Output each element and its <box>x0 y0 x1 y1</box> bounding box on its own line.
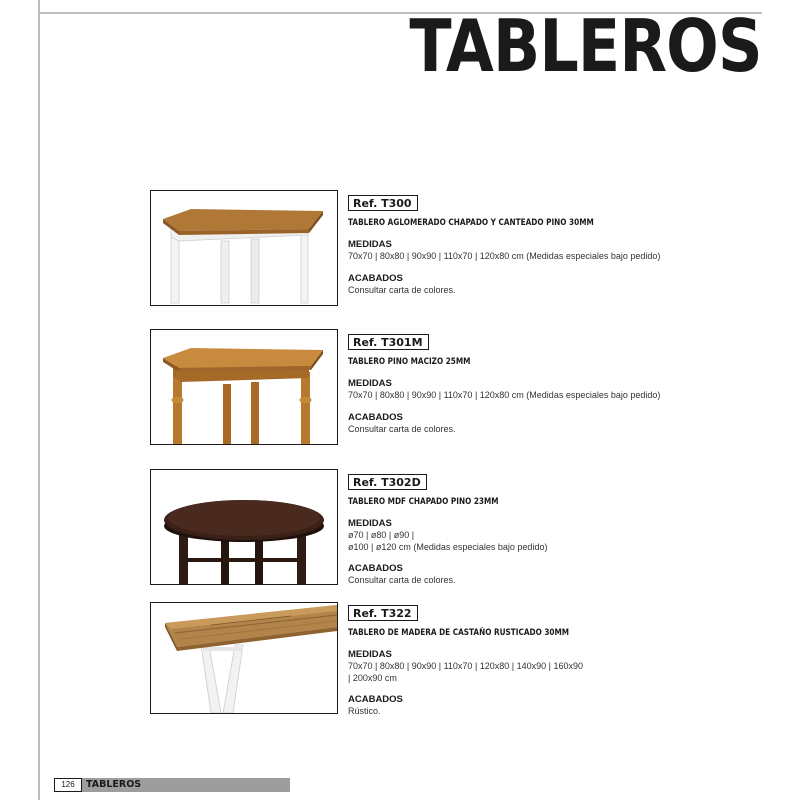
product-ref: Ref. T322 <box>348 605 418 621</box>
page-number: 126 <box>54 778 82 792</box>
product-photo-t301m <box>150 329 338 445</box>
product-description: TABLERO AGLOMERADO CHAPADO Y CANTEADO PINO 30MM <box>348 218 594 228</box>
measures-line: 70x70 | 80x80 | 90x90 | 110x70 | 120x80 | 140x90 | 160x90 <box>348 661 584 671</box>
measures-line: ø100 | ø120 cm (Medidas especiales bajo pedido) <box>348 541 548 552</box>
measures-line: 70x70 | 80x80 | 90x90 | 110x70 | 120x80 cm (Medidas especiales bajo pedido) <box>348 390 661 400</box>
page-title: TABLEROS <box>409 4 762 88</box>
finish-label: ACABADOS <box>348 272 403 284</box>
product-ref: Ref. T302D <box>348 474 427 490</box>
measures-label: MEDIDAS <box>348 378 392 389</box>
product-ref: Ref. T300 <box>348 195 418 211</box>
product-description: TABLERO MDF CHAPADO PINO 23MM <box>348 497 499 507</box>
measures-label: MEDIDAS <box>348 239 392 250</box>
product-description: TABLERO DE MADERA DE CASTAÑO RUSTICADO 30MM <box>348 628 570 638</box>
product-photo-t302d <box>150 469 338 585</box>
measures-line: ø70 | ø80 | ø90 | <box>348 530 415 540</box>
measures-label: MEDIDAS <box>348 518 392 529</box>
left-margin-rule <box>38 0 40 800</box>
product-photo-t322 <box>150 602 338 714</box>
product-description: TABLERO PINO MACIZO 25MM <box>348 357 471 367</box>
measures-line: 70x70 | 80x80 | 90x90 | 110x70 | 120x80 cm (Medidas especiales bajo pedido) <box>348 251 661 261</box>
product-photo-t300 <box>150 190 338 306</box>
finish-label: ACABADOS <box>348 563 403 574</box>
finish-label: ACABADOS <box>348 694 403 705</box>
measures-label: MEDIDAS <box>348 649 392 660</box>
footer-section-title: TABLEROS <box>86 779 142 790</box>
measures-line: | 200x90 cm <box>348 672 397 683</box>
finish-label: ACABADOS <box>348 411 403 423</box>
finish-value: Consultar carta de colores. <box>348 423 456 434</box>
finish-value: Consultar carta de colores. <box>348 575 456 585</box>
page-footer <box>54 778 290 792</box>
finish-value: Rústico. <box>348 706 381 716</box>
finish-value: Consultar carta de colores. <box>348 284 456 295</box>
product-ref: Ref. T301M <box>348 334 429 350</box>
